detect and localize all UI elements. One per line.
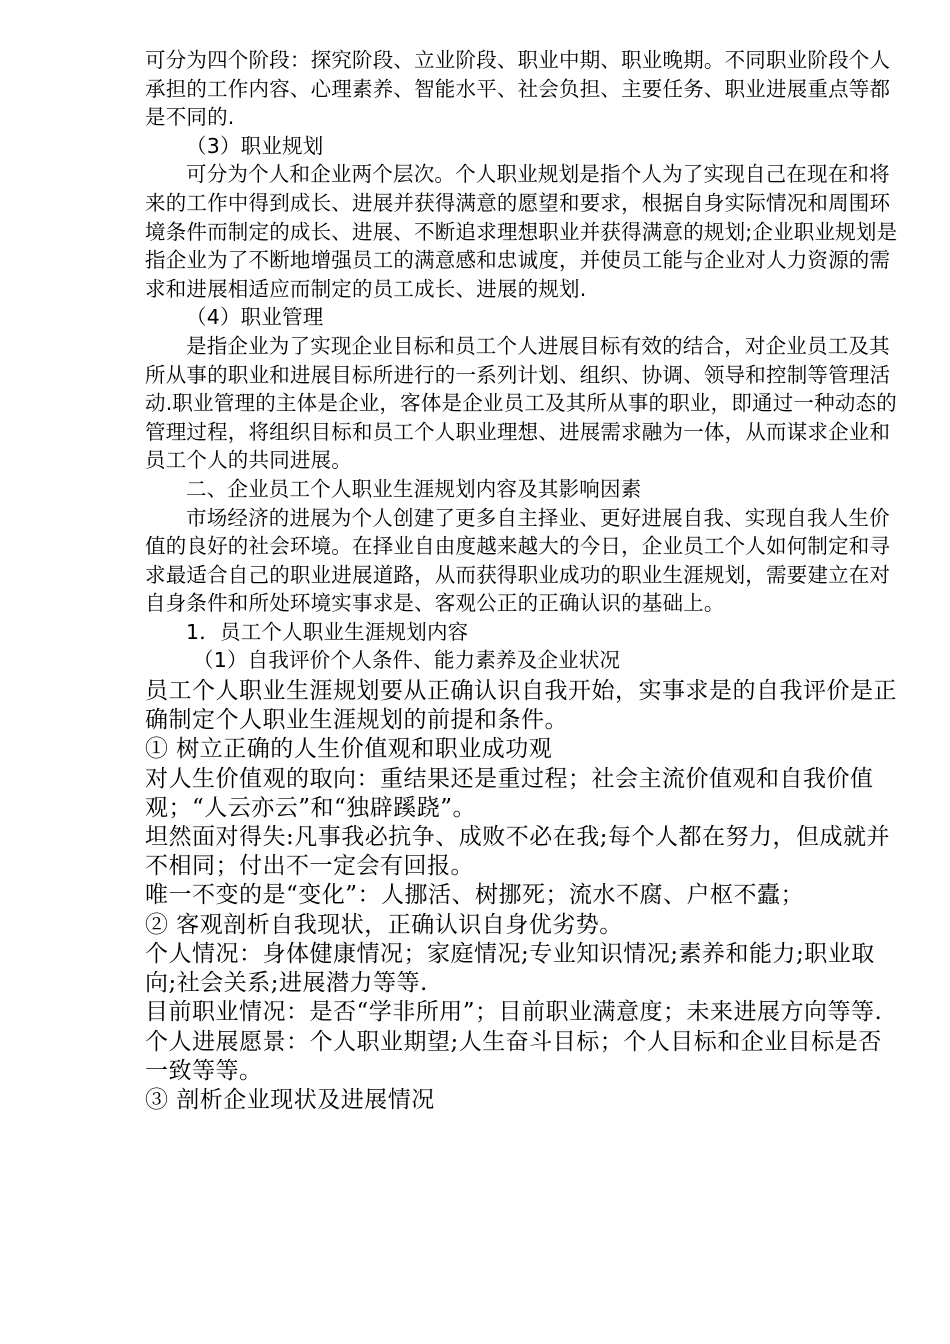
paragraph-self-recognition: 员工个人职业生涯规划要从正确认识自我开始，实事求是的自我评价是正确制定个人职业生涯规划的前提和条件。 [145, 678, 897, 734]
item-self-analysis: ② 客观剖析自我现状，正确认识自身优劣势。 [145, 911, 623, 938]
paragraph-vision: 个人进展愿景：个人职业期望;人生奋斗目标；个人目标和企业目标是否一致等等。 [145, 1028, 882, 1084]
paragraph-career-management: 是指企业为了实现企业目标和员工个人进展目标有效的结合，对企业员工及其所从事的职业和进展目标所进行的一系列计划、组织、协调、领导和控制等管理活动.职业管理的主体是企业，客体是企业员工及其所从事的职业，即通过一种动态的管理过程，将组织目标和员工个人职业理想、进展需求融为一体，从而谋求企业和员工个人的共同进展。 [145, 333, 897, 473]
heading-section-two: 二、企业员工个人职业生涯规划内容及其影响因素 [186, 476, 642, 501]
item-values: ① 树立正确的人生价值观和职业成功观 [145, 736, 553, 763]
paragraph-gains-losses: 坦然面对得失:凡事我必抗争、成败不必在我;每个人都在努力，但成就并不相同；付出不一定会有回报。 [145, 824, 890, 880]
item-enterprise-analysis: ③ 剖析企业现状及进展情况 [145, 1086, 435, 1113]
paragraph-career-planning: 可分为个人和企业两个层次。个人职业规划是指个人为了实现自己在现在和将来的工作中得到成长、进展并获得满意的愿望和要求，根据自身实际情况和周围环境条件而制定的成长、进展、不断追求理想职业并获得满意的规划;企业职业规划是指企业为了不断地增强员工的满意感和忠诚度，并使员工能与企业对人力资源的需求和进展相适应而制定的员工成长、进展的规划. [145, 162, 898, 301]
heading-self-evaluation: （1）自我评价个人条件、能力素养及企业状况 [193, 648, 621, 673]
heading-career-planning: （3）职业规划 [186, 133, 324, 158]
paragraph-personal-situation: 个人情况：身体健康情况；家庭情况;专业知识情况;素养和能力;职业取向;社会关系;进展潜力等等. [145, 940, 875, 997]
paragraph-current-job: 目前职业情况：是否“学非所用”；目前职业满意度；未来进展方向等等. [145, 999, 883, 1026]
paragraph-market-economy: 市场经济的进展为个人创建了更多自主择业、更好进展自我、实现自我人生价值的良好的社会环境。在择业自由度越来越大的今日，企业员工个人如何制定和寻求最适合自己的职业进展道路，从而获得职业成功的职业生涯规划，需要建立在对自身条件和所处环境实事求是、客观公正的正确认识的基础上。 [145, 505, 891, 616]
paragraph-value-orientation: 对人生价值观的取向：重结果还是重过程；社会主流价值观和自我价值观；“人云亦云”和“独辟蹊跷”。 [145, 765, 874, 821]
paragraph-career-stages: 可分为四个阶段：探究阶段、立业阶段、职业中期、职业晚期。不同职业阶段个人承担的工作内容、心理素养、智能水平、社会负担、主要任务、职业进展重点等都是不同的. [145, 48, 891, 130]
heading-career-management: （4）职业管理 [186, 305, 324, 330]
paragraph-change: 唯一不变的是“变化”：人挪活、树挪死；流水不腐、户枢不蠹； [145, 882, 805, 909]
heading-plan-content: 1．员工个人职业生涯规划内容 [186, 619, 469, 644]
document-page [145, 46, 905, 1115]
